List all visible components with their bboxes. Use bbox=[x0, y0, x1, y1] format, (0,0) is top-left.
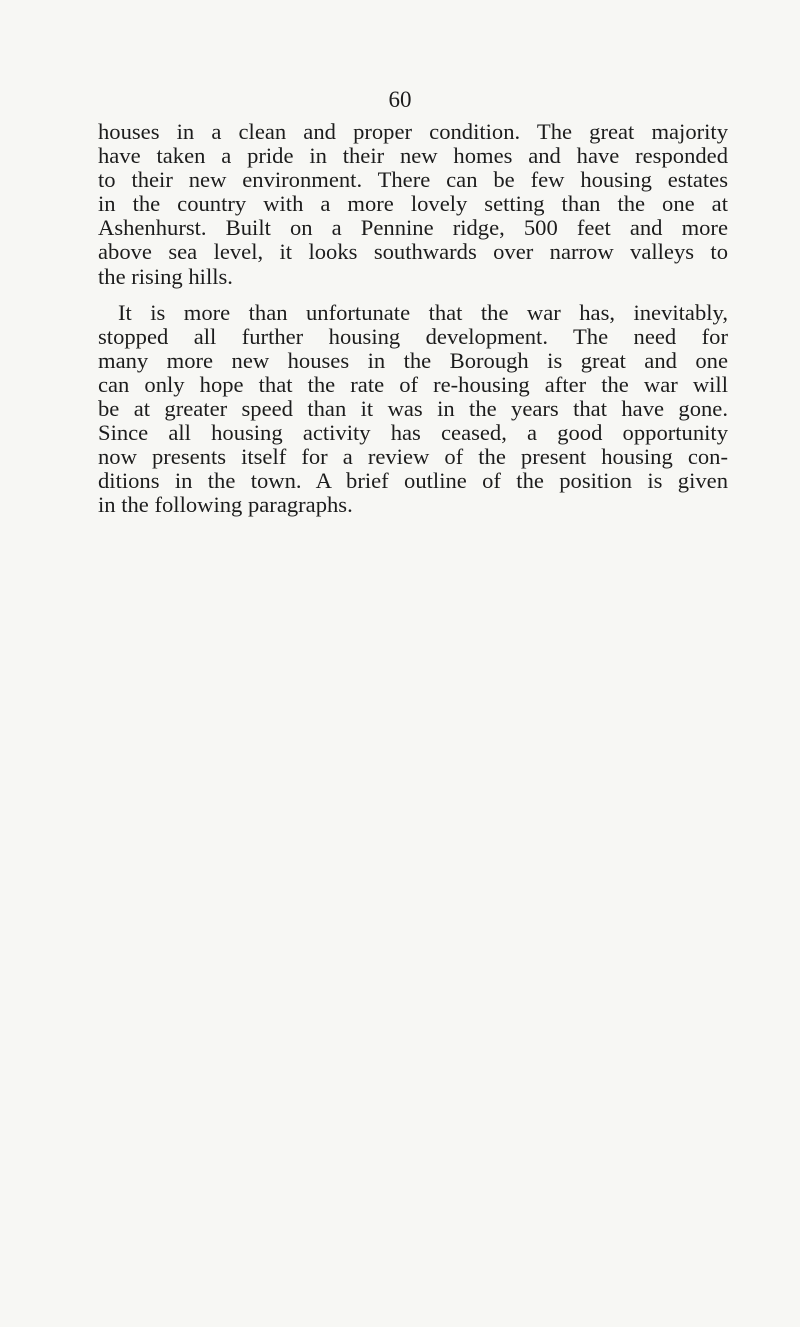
text-line: above sea level, it looks southwards over narrow valleys to bbox=[98, 239, 728, 265]
text-line: It is more than unfortunate that the war has, inevitably, bbox=[118, 299, 728, 325]
text-line: can only hope that the rate of re-housing after the war will bbox=[98, 371, 728, 397]
paragraph-1 bbox=[98, 120, 728, 289]
text-line: the rising hills. bbox=[98, 263, 233, 289]
paragraph-2 bbox=[98, 301, 728, 518]
text-line: be at greater speed than it was in the years that have gone. bbox=[98, 396, 728, 422]
text-line: stopped all further housing development. The need for bbox=[98, 323, 728, 349]
text-line: in the following paragraphs. bbox=[98, 492, 353, 518]
text-line: in the country with a more lovely setting than the one at bbox=[98, 191, 728, 217]
text-line: now presents itself for a review of the present housing con- bbox=[98, 444, 728, 470]
paragraph-spacer bbox=[98, 289, 728, 301]
text-line: have taken a pride in their new homes and have responded bbox=[98, 143, 728, 169]
text-line: Since all housing activity has ceased, a good opportunity bbox=[98, 420, 728, 446]
page-number: 60 bbox=[388, 87, 412, 112]
text-line: many more new houses in the Borough is great and one bbox=[98, 347, 728, 373]
text-line: ditions in the town. A brief outline of the position is given bbox=[98, 468, 728, 494]
body-text bbox=[98, 120, 728, 518]
text-line: houses in a clean and proper condition. The great majority bbox=[98, 119, 728, 144]
text-line: Ashenhurst. Built on a Pennine ridge, 500 feet and more bbox=[98, 215, 728, 241]
text-line: to their new environment. There can be few housing estates bbox=[98, 167, 728, 193]
